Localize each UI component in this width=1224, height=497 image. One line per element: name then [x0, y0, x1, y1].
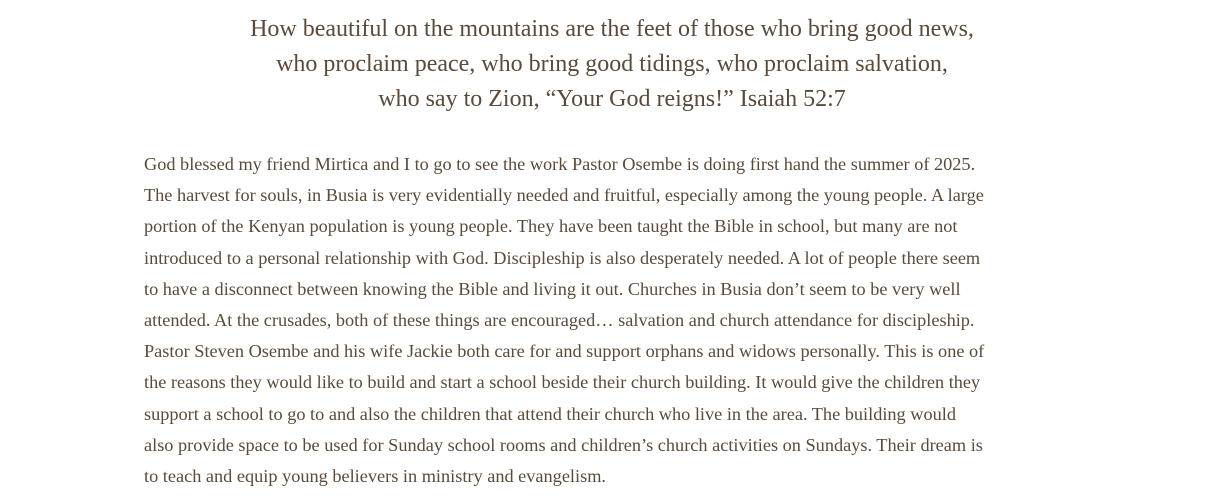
paragraph-line: Pastor Steven Osembe and his wife Jackie both care for and support orphans and widows personally. This is one of	[144, 341, 985, 362]
testimony-paragraph	[144, 149, 1084, 492]
paragraph-line: support a school to go to and also the children that attend their church who live in the area. The building would	[144, 403, 956, 424]
quote-line: who say to Zion, “Your God reigns!” Isaiah 52:7	[378, 86, 846, 112]
paragraph-line: to teach and equip young believers in ministry and evangelism.	[144, 466, 606, 487]
paragraph-line: The harvest for souls, in Busia is very evidentially needed and fruitful, especially among the young people. A large	[144, 185, 984, 206]
quote-line: who proclaim peace, who bring good tidings, who proclaim salvation,	[276, 51, 948, 77]
quote-line: How beautiful on the mountains are the feet of those who bring good news,	[250, 16, 974, 42]
paragraph-line: introduced to a personal relationship with God. Discipleship is also desperately needed. A lot of people there seem	[144, 247, 981, 268]
paragraph-line: to have a disconnect between knowing the Bible and living it out. Churches in Busia don’t seem to be very well	[144, 278, 961, 299]
paragraph-line: also provide space to be used for Sunday school rooms and children’s church activities on Sundays. Their dream is	[144, 434, 983, 455]
paragraph-line: the reasons they would like to build and start a school beside their church building. It would give the children they	[144, 372, 981, 393]
paragraph-line: portion of the Kenyan population is young people. They have been taught the Bible in school, but many are not	[144, 216, 958, 237]
paragraph-line: God blessed my friend Mirtica and I to go to see the work Pastor Osembe is doing first hand the summer of 2025.	[144, 154, 976, 174]
paragraph-line: attended. At the crusades, both of these things are encouraged… salvation and church attendance for discipleship.	[144, 310, 975, 331]
scripture-quote	[0, 12, 1224, 117]
